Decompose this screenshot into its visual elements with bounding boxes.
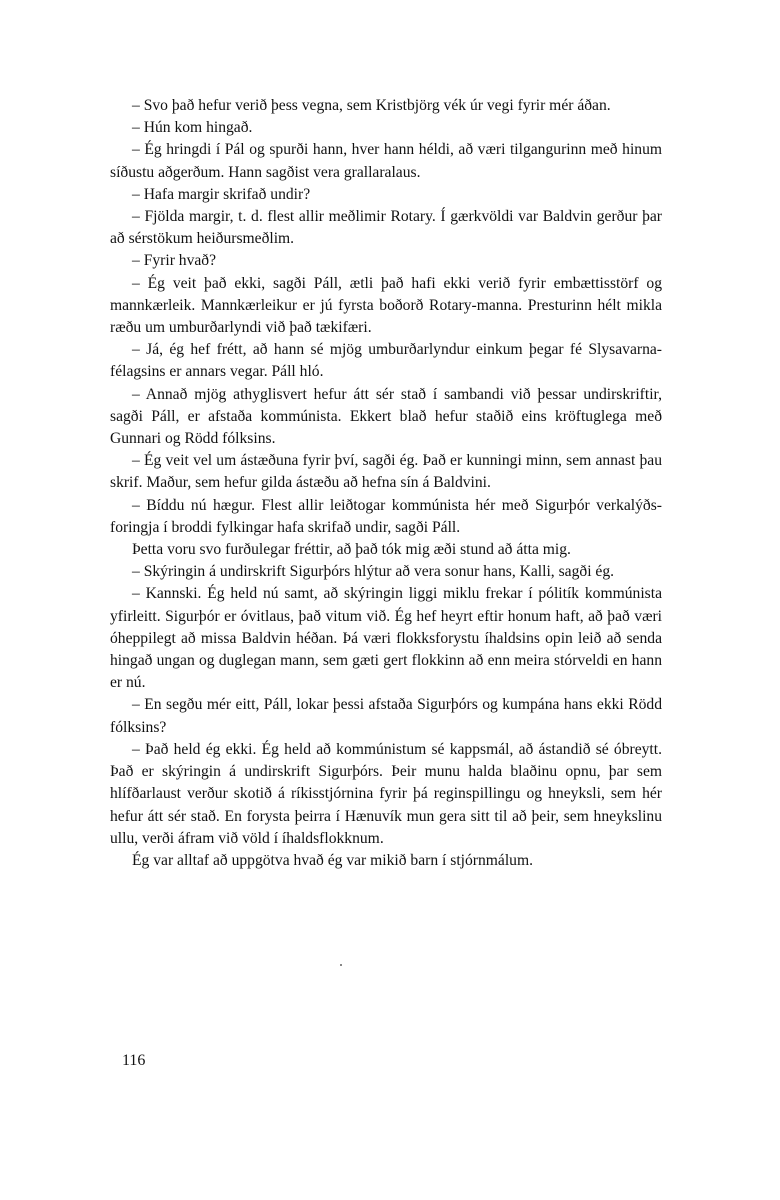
scan-speck — [340, 964, 342, 966]
paragraph: – Svo það hefur verið þess vegna, sem Kristbjörg vék úr vegi fyrir mér áðan. — [132, 97, 611, 114]
paragraph: – Það held ég ekki. Ég held að kommúnistum sé kappsmál, að ástandið sé óbreytt. Það er skýringin á undirskrift Sigurþórs. Þeir munu halda blaðinu opnu, þar sem hlífðarlaust verður skotið á ríkisstjórnina fyrir þá reginspillingu og hneyksli, sem hér hefur átt sér stað. En forysta þeirra í Hænuvík mun gera sitt til að þeir, sem hneykslinu ullu, verði áfram við völd í íhaldsflokknum. — [110, 740, 662, 847]
paragraph: – En segðu mér eitt, Páll, lokar þessi afstaða Sigurþórs og kumpána hans ekki Rödd fólksins? — [110, 696, 662, 736]
page-number: 116 — [122, 1052, 146, 1069]
paragraph: Ég var alltaf að uppgötva hvað ég var mikið barn í stjórnmálum. — [132, 851, 533, 869]
paragraph: – Hún kom hingað. — [132, 119, 253, 137]
paragraph: – Já, ég hef frétt, að hann sé mjög umburðarlyndur einkum þegar fé Slysavarnafélagsins er annars vegar. Páll hló. — [110, 341, 662, 381]
paragraph: – Fjölda margir, t. d. flest allir meðlimir Rotary. Í gærkvöldi var Baldvin gerður þar að sérstökum heiðursmeðlim. — [110, 208, 662, 248]
paragraph: – Ég veit það ekki, sagði Páll, ætli það hafi ekki verið fyrir embættisstörf og mannkærleik. Mannkærleikur er jú fyrsta boðorð Rotary-manna. Presturinn hélt mikla ræðu um umburðarlyndi við það tækifæri. — [110, 274, 662, 337]
paragraph: Þetta voru svo furðulegar fréttir, að það tók mig æði stund að átta mig. — [132, 541, 571, 559]
paragraph: – Ég veit vel um ástæðuna fyrir því, sagði ég. Það er kunningi minn, sem annast þau skrif. Maður, sem hefur gilda ástæðu að hefna sín á Baldvini. — [110, 452, 662, 492]
page-body — [110, 95, 662, 872]
paragraph: – Bíddu nú hægur. Flest allir leiðtogar kommúnista hér með Sigurþór verkalýðsforingja í broddi fylkingar hafa skrifað undir, sagði Páll. — [110, 496, 662, 536]
paragraph: – Annað mjög athyglisvert hefur átt sér stað í sambandi við þessar undirskriftir, sagði Páll, er afstaða kommúnista. Ekkert blað hefur staðið eins kröftuglega með Gunnari og Rödd fólksins. — [110, 385, 662, 448]
paragraph: – Fyrir hvað? — [132, 252, 217, 270]
paragraph: – Hafa margir skrifað undir? — [132, 185, 311, 203]
paragraph: – Kannski. Ég held nú samt, að skýringin liggi miklu frekar í pólitík kommúnista yfirleitt. Sigurþór er óvitlaus, það vitum við. Ég hef heyrt eftir honum haft, að það væri óheppilegt að missa Baldvin héðan. Þá væri flokksforystu íhaldsins opin leið að senda hingað ungan og duglegan mann, sem gæti gert flokkinn að enn meira stórveldi en hann er nú. — [110, 585, 662, 692]
paragraph: – Ég hringdi í Pál og spurði hann, hver hann héldi, að væri tilgangurinn með hinum síðustu aðgerðum. Hann sagðist vera grallaralaus. — [110, 141, 662, 181]
paragraph: – Skýringin á undirskrift Sigurþórs hlýtur að vera sonur hans, Kalli, sagði ég. — [132, 563, 615, 581]
